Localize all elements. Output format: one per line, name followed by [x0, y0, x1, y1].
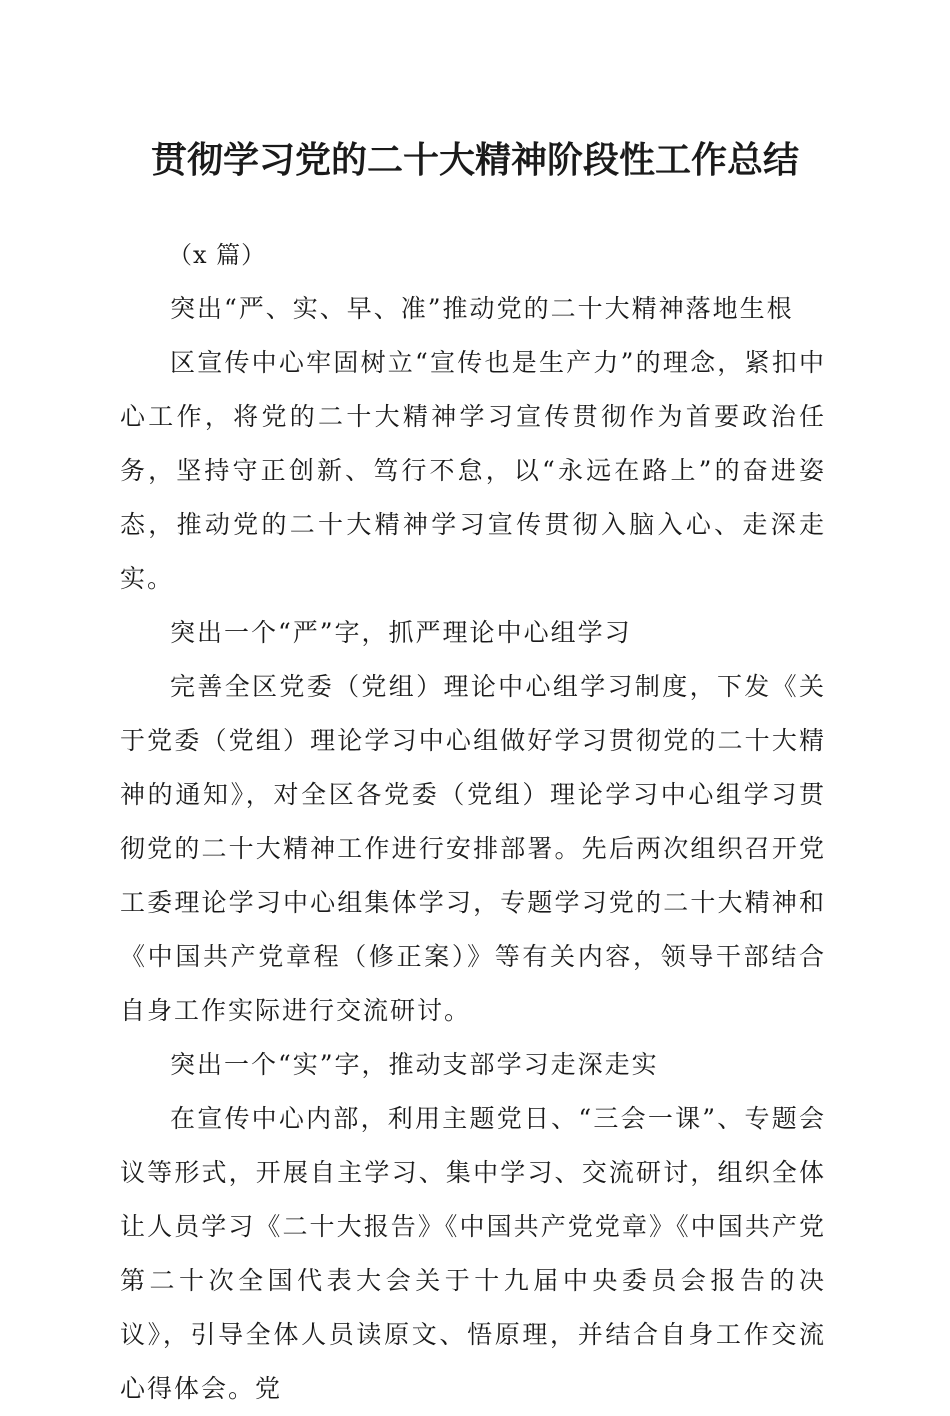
paragraph-intro: 区宣传中心牢固树立“宣传也是生产力”的理念，紧扣中心工作，将党的二十大精神学习宣传贯彻作为首要政治任务，坚持守正创新、笃行不怠，以“永远在路上”的奋进姿态，推动党的二十大精神学习宣传贯彻入脑入心、走深走实。 — [120, 348, 826, 593]
paragraph-practical: 在宣传中心内部，利用主题党日、“三会一课”、专题会议等形式，开展自主学习、集中学习、交流研讨，组织全体让人员学习《二十大报告》《中国共产党党章》《中国共产党第二十次全国代表大会关于十九届中央委员会报告的决议》，引导全体人员读原文、悟原理，并结合自身工作交流心得体会。党 — [120, 1104, 826, 1403]
document-title: 贯彻学习党的二十大精神阶段性工作总结 — [150, 139, 799, 181]
paragraph-strict: 完善全区党委（党组）理论中心组学习制度，下发《关于党委（党组）理论学习中心组做好学习贯彻党的二十大精神的通知》，对全区各党委（党组）理论学习中心组学习贯彻党的二十大精神工作进行安排部署。先后两次组织召开党工委理论学习中心组集体学习，专题学习党的二十大精神和《中国共产党章程（修正案）》等有关内容，领导干部结合自身工作实际进行交流研讨。 — [120, 672, 826, 1025]
section-heading-practical: 突出一个“实”字，推动支部学习走深走实 — [170, 1050, 659, 1079]
section-heading-main: 突出“严、实、早、准”推动党的二十大精神落地生根 — [170, 294, 794, 323]
section-heading-strict: 突出一个“严”字，抓严理论中心组学习 — [170, 618, 632, 647]
document-subtitle-count: （x 篇） — [168, 241, 267, 269]
document-body — [120, 228, 826, 1416]
